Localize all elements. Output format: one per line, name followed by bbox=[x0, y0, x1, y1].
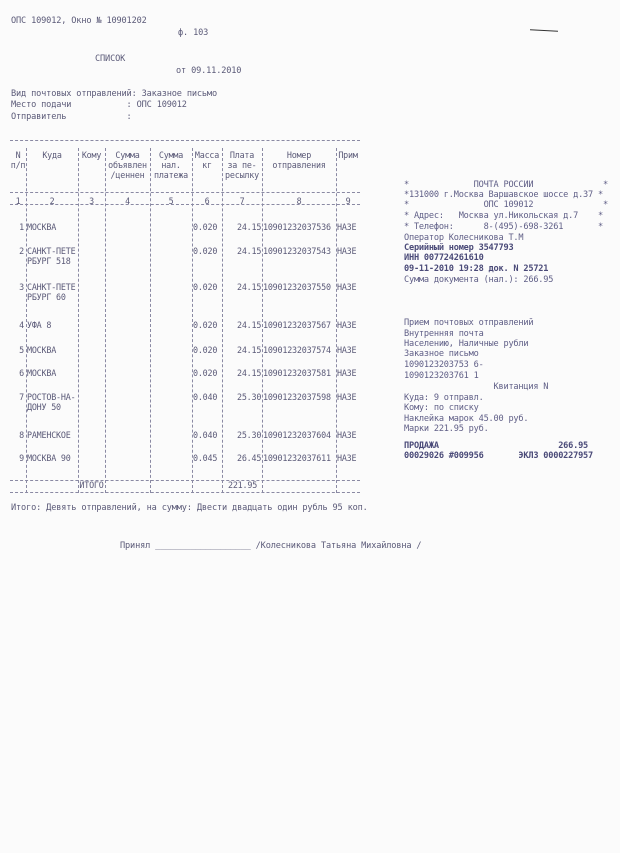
destination-cell: МОСКВА bbox=[27, 222, 57, 232]
column-number: 5 bbox=[168, 196, 174, 206]
fee-cell: 25.30 bbox=[237, 392, 262, 402]
column-header: Кому bbox=[81, 150, 102, 160]
form-number: ф. 103 bbox=[178, 28, 209, 38]
receipt-line: ИНН 007724261610 bbox=[404, 253, 484, 263]
receipt-line: 1090123203753 6- bbox=[404, 360, 484, 370]
column-header: ресылку bbox=[225, 170, 259, 180]
column-header: Сумма bbox=[115, 150, 140, 160]
column-number: 3 bbox=[89, 196, 94, 206]
destination-cell: САНКТ-ПЕТЕ bbox=[27, 246, 76, 256]
mass-cell: 0.045 bbox=[193, 453, 218, 463]
document-title: СПИСОК bbox=[95, 54, 126, 64]
column-number: 1 bbox=[15, 196, 21, 206]
destination-cell: МОСКВА 90 bbox=[27, 453, 71, 463]
tracking-number-cell: 10901232037550 bbox=[263, 282, 331, 292]
destination-cell: РОСТОВ-НА- bbox=[27, 392, 76, 402]
receipt-line: Куда: 9 отправл. bbox=[404, 393, 484, 403]
scan-mark bbox=[530, 29, 558, 31]
destination-cell: РБУРГ 60 bbox=[27, 292, 66, 302]
row-number: 8 bbox=[19, 430, 24, 440]
column-header: нал. bbox=[161, 160, 181, 170]
destination-cell: УФА 8 bbox=[27, 320, 52, 330]
tracking-number-cell: 10901232037574 bbox=[263, 345, 331, 355]
column-number: 4 bbox=[125, 196, 130, 206]
column-number: 7 bbox=[239, 196, 245, 206]
total-fee: 221.95 bbox=[228, 480, 258, 490]
mass-cell: 0.040 bbox=[193, 392, 218, 402]
row-number: 5 bbox=[19, 345, 24, 355]
note-cell: НАЗЕ bbox=[337, 392, 357, 402]
note-cell: НАЗЕ bbox=[337, 222, 357, 232]
tracking-number-cell: 10901232037543 bbox=[263, 246, 331, 256]
document-date: от 09.11.2010 bbox=[176, 66, 242, 76]
fee-cell: 26.45 bbox=[237, 453, 262, 463]
receipt-line: ПРОДАЖА 266.95 bbox=[404, 441, 589, 451]
submission-place-line: Место подачи : ОПС 109012 bbox=[11, 100, 187, 110]
note-cell: НАЗЕ bbox=[337, 345, 357, 355]
fee-cell: 24.15 bbox=[237, 282, 262, 292]
mass-cell: 0.020 bbox=[193, 282, 218, 292]
row-number: 9 bbox=[19, 453, 24, 463]
table-rule bbox=[10, 192, 360, 193]
mass-cell: 0.020 bbox=[193, 320, 218, 330]
fee-cell: 25.30 bbox=[237, 430, 262, 440]
fee-cell: 24.15 bbox=[237, 345, 262, 355]
receipt-line: 1090123203761 1 bbox=[404, 371, 479, 381]
mass-cell: 0.040 bbox=[193, 430, 218, 440]
column-number: 9 bbox=[345, 196, 351, 206]
receipt-line: Оператор Колесникова Т.М bbox=[404, 233, 524, 243]
note-cell: НАЗЕ bbox=[337, 430, 357, 440]
summary-line: Итого: Девять отправлений, на сумму: Двести двадцать один рубль 95 коп. bbox=[11, 503, 368, 513]
column-header: платежа bbox=[154, 170, 188, 180]
fee-cell: 24.15 bbox=[237, 368, 262, 378]
note-cell: НАЗЕ bbox=[337, 282, 357, 292]
accepted-line: Принял ___________________ /Колесникова Татьяна Михайловна / bbox=[120, 541, 422, 551]
receipt-line: * Телефон: 8-(495)-698-3261 * bbox=[404, 222, 603, 232]
tracking-number-cell: 10901232037536 bbox=[263, 222, 331, 232]
tracking-number-cell: 10901232037611 bbox=[263, 453, 331, 463]
row-number: 2 bbox=[19, 246, 24, 256]
row-number: 4 bbox=[19, 320, 24, 330]
column-number: 6 bbox=[204, 196, 210, 206]
receipt-line: Серийный номер 3547793 bbox=[404, 243, 514, 253]
tracking-number-cell: 10901232037598 bbox=[263, 392, 331, 402]
sender-line: Отправитель : bbox=[11, 112, 132, 122]
column-header: Плата bbox=[229, 150, 255, 160]
receipt-line: Сумма документа (нал.): 266.95 bbox=[404, 275, 554, 285]
column-header: п/п bbox=[10, 160, 26, 170]
column-header: Номер bbox=[286, 150, 312, 160]
mail-kind-line: Вид почтовых отправлений: Заказное письмо bbox=[11, 89, 217, 99]
column-header: Куда bbox=[42, 150, 62, 160]
row-number: 3 bbox=[19, 282, 24, 292]
destination-cell: МОСКВА bbox=[27, 368, 57, 378]
tracking-number-cell: 10901232037581 bbox=[263, 368, 331, 378]
note-cell: НАЗЕ bbox=[337, 368, 357, 378]
receipt-line: Кому: по списку bbox=[404, 403, 479, 413]
column-number: 8 bbox=[296, 196, 302, 206]
column-header: Масса bbox=[194, 150, 220, 160]
receipt-line: * ОПС 109012 * bbox=[404, 200, 608, 210]
destination-cell: МОСКВА bbox=[27, 345, 57, 355]
ops-line: ОПС 109012, Окно № 10901202 bbox=[11, 16, 147, 26]
fee-cell: 24.15 bbox=[237, 222, 262, 232]
note-cell: НАЗЕ bbox=[337, 246, 357, 256]
destination-cell: ДОНУ 50 bbox=[27, 402, 61, 412]
destination-cell: РАМЕНСКОЕ bbox=[27, 430, 71, 440]
mass-cell: 0.020 bbox=[193, 368, 218, 378]
table-rule bbox=[10, 480, 360, 481]
total-label: ИТОГО bbox=[79, 480, 104, 490]
receipt-line: Квитанция N bbox=[404, 382, 549, 392]
mass-cell: 0.020 bbox=[193, 222, 218, 232]
destination-cell: РБУРГ 518 bbox=[27, 256, 71, 266]
column-header: Сумма bbox=[158, 150, 184, 160]
note-cell: НАЗЕ bbox=[337, 453, 357, 463]
fee-cell: 24.15 bbox=[237, 320, 262, 330]
column-header: отправления bbox=[272, 160, 326, 170]
receipt-line: Наклейка марок 45.00 руб. bbox=[404, 414, 529, 424]
row-number: 7 bbox=[19, 392, 24, 402]
fee-cell: 24.15 bbox=[237, 246, 262, 256]
receipt-line: 00029026 #009956 ЭКЛЗ 0000227957 bbox=[404, 451, 594, 461]
receipt-line: Населению, Наличные рубли bbox=[404, 339, 529, 349]
column-header: Прим bbox=[338, 150, 358, 160]
mass-cell: 0.020 bbox=[193, 345, 218, 355]
receipt-line: Прием почтовых отправлений bbox=[404, 318, 534, 328]
receipt-line: *131000 г.Москва Варшавское шоссе д.37 * bbox=[404, 190, 603, 200]
row-number: 1 bbox=[19, 222, 24, 232]
column-header: объявлен bbox=[108, 160, 147, 170]
column-number: 2 bbox=[49, 196, 55, 206]
mass-cell: 0.020 bbox=[193, 246, 218, 256]
column-header: кг bbox=[202, 160, 212, 170]
receipt-line: 09-11-2010 19:28 док. N 25721 bbox=[404, 264, 549, 274]
receipt-line: * ПОЧТА РОССИИ * bbox=[404, 180, 608, 190]
destination-cell: САНКТ-ПЕТЕ bbox=[27, 282, 76, 292]
column-header: N bbox=[15, 150, 21, 160]
tracking-number-cell: 10901232037567 bbox=[263, 320, 331, 330]
receipt-line: * Адрес: Москва ул.Никольская д.7 * bbox=[404, 211, 603, 221]
column-header: за пе- bbox=[227, 160, 257, 170]
receipt-line: Марки 221.95 руб. bbox=[404, 424, 489, 434]
table-rule bbox=[10, 140, 360, 141]
note-cell: НАЗЕ bbox=[337, 320, 357, 330]
row-number: 6 bbox=[19, 368, 24, 378]
receipt-line: Заказное письмо bbox=[404, 349, 479, 359]
column-header: /ценнен bbox=[110, 170, 145, 180]
receipt-line: Внутренняя почта bbox=[404, 329, 484, 339]
table-rule bbox=[10, 492, 360, 493]
tracking-number-cell: 10901232037604 bbox=[263, 430, 331, 440]
